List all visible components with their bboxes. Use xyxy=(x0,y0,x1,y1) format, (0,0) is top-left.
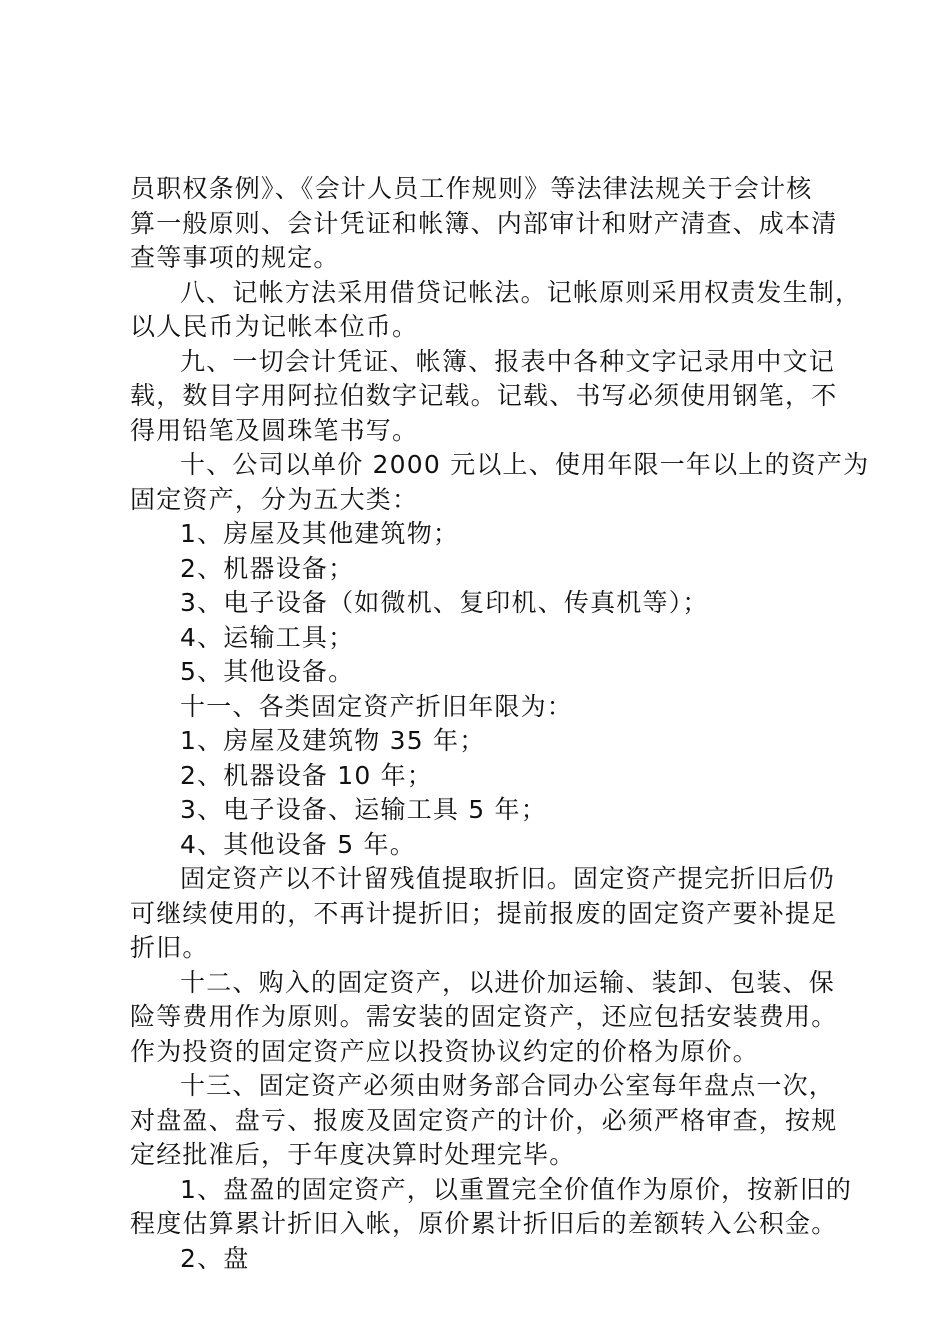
text-line: 4、其他设备 5 年。 xyxy=(180,829,416,859)
text-line: 2、盘 xyxy=(180,1243,250,1273)
text-line: 定经批准后，于年度决算时处理完毕。 xyxy=(130,1140,576,1169)
text-line: 十二、购入的固定资产，以进价加运输、装卸、包装、保 xyxy=(180,967,836,997)
text-line: 折旧。 xyxy=(130,933,209,962)
text-line: 载，数目字用阿拉伯数字记载。记载、书写必须使用钢笔，不 xyxy=(130,381,838,410)
text-line: 5、其他设备。 xyxy=(180,657,355,686)
text-line: 十三、固定资产必须由财务部合同办公室每年盘点一次， xyxy=(180,1071,836,1100)
text-line: 2、机器设备； xyxy=(180,553,355,583)
text-line: 作为投资的固定资产应以投资协议约定的价格为原价。 xyxy=(130,1036,759,1066)
text-line: 险等费用作为原则。需安装的固定资产，还应包括安装费用。 xyxy=(130,1002,838,1031)
text-line: 员职权条例》、《会计人员工作规则》等法律法规关于会计核 xyxy=(130,174,813,203)
text-line: 九、一切会计凭证、帐簿、报表中各种文字记录用中文记 xyxy=(180,346,836,376)
text-line: 十一、各类固定资产折旧年限为： xyxy=(180,691,574,721)
text-line: 固定资产以不计留残值提取折旧。固定资产提完折旧后仍 xyxy=(180,864,836,893)
text-line: 得用铅笔及圆珠笔书写。 xyxy=(130,415,419,445)
text-line: 对盘盈、盘亏、报废及固定资产的计价，必须严格审查，按规 xyxy=(130,1105,838,1135)
text-line: 算一般原则、会计凭证和帐簿、内部审计和财产清查、成本清 xyxy=(130,208,838,238)
text-line: 查等事项的规定。 xyxy=(130,243,340,272)
text-line: 固定资产，分为五大类： xyxy=(130,484,419,514)
text-line: 3、电子设备、运输工具 5 年； xyxy=(180,795,547,824)
text-line: 4、运输工具； xyxy=(180,622,355,652)
text-line: 1、房屋及其他建筑物； xyxy=(180,519,460,548)
text-line: 1、房屋及建筑物 35 年； xyxy=(180,726,486,755)
text-line: 十、公司以单价 2000 元以上、使用年限一年以上的资产为 xyxy=(180,450,870,479)
document-body xyxy=(130,172,870,1276)
text-line: 1、盘盈的固定资产，以重置完全价值作为原价，按新旧的 xyxy=(180,1174,853,1204)
text-line: 可继续使用的，不再计提折旧；提前报废的固定资产要补提足 xyxy=(130,898,838,928)
text-line: 2、机器设备 10 年； xyxy=(180,760,434,790)
text-line: 以人民币为记帐本位币。 xyxy=(130,312,419,341)
text-line: 八、记帐方法采用借贷记帐法。记帐原则采用权责发生制， xyxy=(180,277,862,307)
text-line: 3、电子设备（如微机、复印机、传真机等）； xyxy=(180,588,709,617)
text-line: 程度估算累计折旧入帐，原价累计折旧后的差额转入公积金。 xyxy=(130,1209,838,1238)
